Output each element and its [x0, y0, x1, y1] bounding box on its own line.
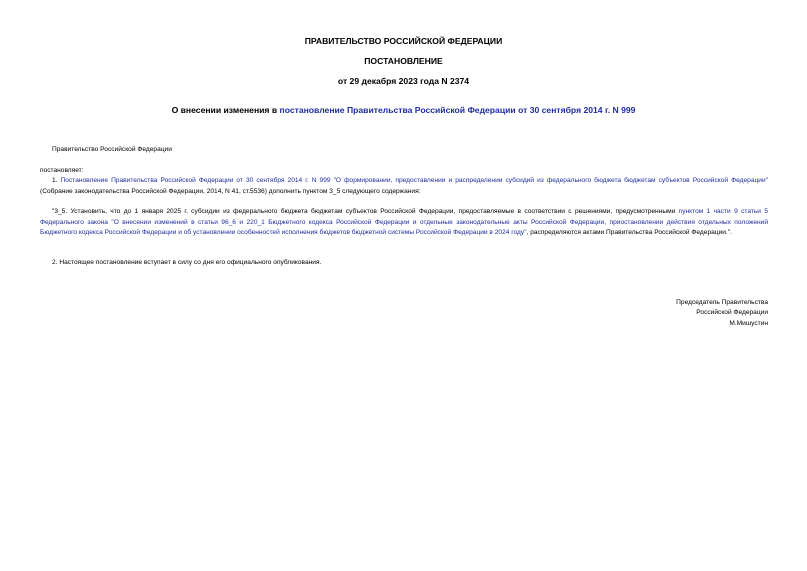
signature-title: Председатель Правительства	[676, 299, 768, 306]
header-date-number: от 29 декабря 2023 года N 2374	[337, 76, 470, 86]
paragraph-2: 2. Настоящее постановление вступает в силу со дня его официального опубликования.	[52, 259, 322, 266]
paragraph-quoted-text: "3_5. Установить, что до 1 января 2025 г. субсидии из федерального бюджета бюджетам субъектов Российской Федерации, предоставляемые в соответствии с решениями, предусмотренными	[52, 208, 679, 215]
paragraph-1	[40, 176, 768, 197]
decrees-line: постановляет:	[40, 167, 84, 174]
document-title	[0, 105, 807, 115]
government-line: Правительство Российской Федерации	[52, 146, 172, 153]
header-org: ПРАВИТЕЛЬСТВО РОССИЙСКОЙ ФЕДЕРАЦИИ	[304, 36, 503, 46]
paragraph-1-link[interactable]: Постановление Правительства Российской Федерации от 30 сентября 2014 г. N 999 "О формировании, предоставлении и распределении субсидий из федерального бюджета бюджетам субъектов Российской Федерации"	[60, 177, 768, 184]
paragraph-quoted-rest: , распределяются актами Правительства Российской Федерации.".	[526, 229, 732, 237]
signature-name: М.Мишустин	[729, 319, 768, 327]
paragraph-1-number: 1.	[52, 177, 61, 184]
title-link[interactable]: постановление Правительства Российской Федерации от 30 сентября 2014 г. N 999	[279, 105, 636, 115]
signature-block	[468, 298, 768, 329]
header-doc-type: ПОСТАНОВЛЕНИЕ	[364, 56, 443, 66]
paragraph-quoted	[40, 207, 768, 239]
paragraph-quoted-link[interactable]: пунктом 1 части 9 статьи 5 Федерального закона "О внесении изменений в статьи 96_6 и 220_1 Бюджетного кодекса Российской Федерации и отдельные законодательные акты Российской Федерации, приостановлении действия отдельных положений Бюджетного кодекса Российской Федерации и об установлении особенностей исполнения бюджетов бюджетной системы Российской Федерации в 2024 году"	[40, 208, 768, 237]
signature-org: Российской Федерации	[696, 309, 768, 317]
paragraph-1-text: (Собрание законодательства Российской Федерации, 2014, N 41, ст.5536) дополнить пунктом 3_5 следующего содержания:	[40, 187, 421, 195]
title-prefix: О внесении изменения в	[171, 105, 280, 115]
